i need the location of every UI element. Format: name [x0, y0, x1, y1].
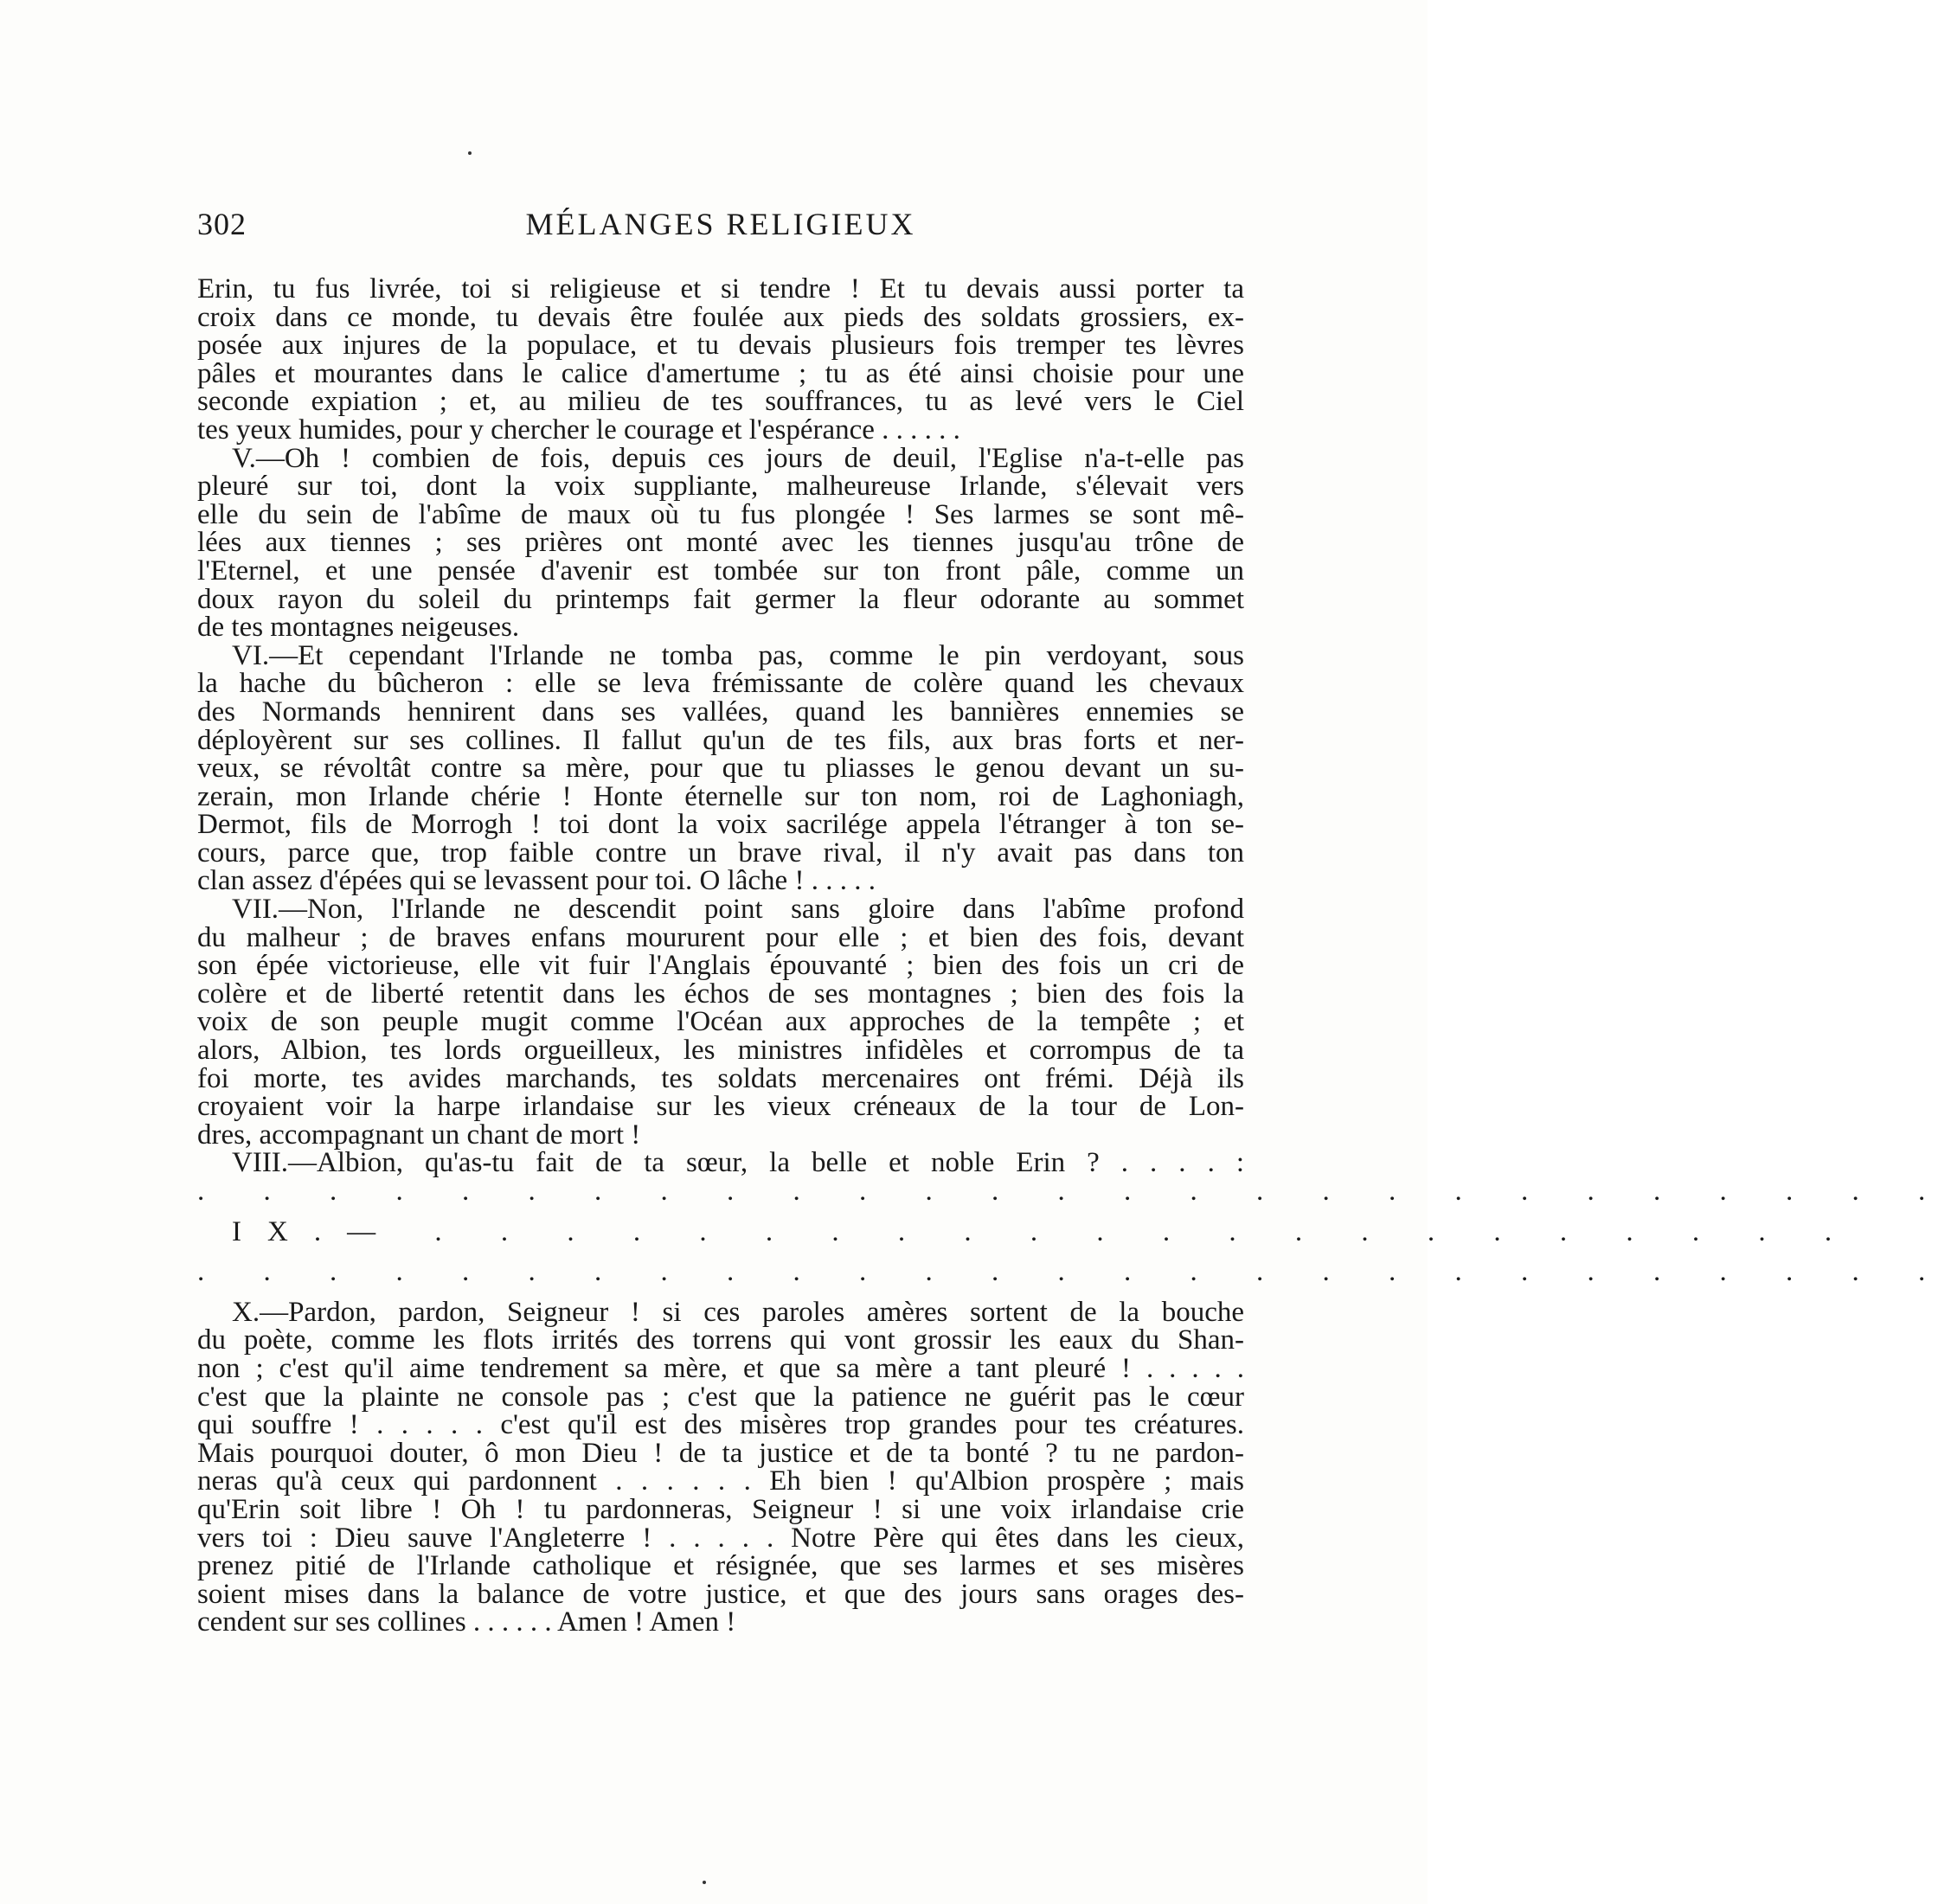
- text-line: la hache du bûcheron : elle se leva frémissante de colère quand les chevaux: [197, 668, 1244, 700]
- text-line: croix dans ce monde, tu devais être foulée aux pieds des soldats grossiers, ex-: [197, 301, 1244, 333]
- text-line: du poète, comme les flots irrités des torrens qui vont grossir les eaux du Shan-: [197, 1324, 1244, 1356]
- text-line: doux rayon du soleil du printemps fait germer la fleur odorante au sommet: [197, 583, 1244, 615]
- text-line: déployèrent sur ses collines. Il fallut qu'un de tes fils, aux bras forts et ner-: [197, 724, 1244, 756]
- text-line: Erin, tu fus livrée, toi si religieuse et si tendre ! Et tu devais aussi porter ta: [197, 273, 1244, 305]
- text-line: cendent sur ses collines . . . . . . Amen ! Amen !: [197, 1606, 736, 1638]
- text-line: . . . . . . . . . . . . . . . . . . . . . . . . . . .: [197, 1256, 1951, 1288]
- text-line: qu'Erin soit libre ! Oh ! tu pardonneras, Seigneur ! si une voix irlandaise crie: [197, 1493, 1244, 1525]
- page-header: [197, 206, 1244, 249]
- text-line: Mais pourquoi douter, ô mon Dieu ! de ta justice et de ta bonté ? tu ne pardon-: [197, 1437, 1244, 1469]
- text-line: lées aux tiennes ; ses prières ont monté avec les tiennes jusqu'au trône de: [197, 527, 1244, 559]
- ink-speck: [703, 1881, 706, 1884]
- text-line: son épée victorieuse, elle vit fuir l'Anglais épouvanté ; bien des fois un cri de: [197, 950, 1244, 982]
- text-line: qui souffre ! . . . . . c'est qu'il est des misères trop grandes pour tes créatures.: [197, 1409, 1244, 1441]
- text-line: V.—Oh ! combien de fois, depuis ces jours de deuil, l'Eglise n'a-t-elle pas: [232, 442, 1244, 474]
- text-line: l'Eternel, et une pensée d'avenir est tombée sur ton front pâle, comme un: [197, 555, 1244, 587]
- text-line: seconde expiation ; et, au milieu de tes souffrances, tu as levé vers le Ciel: [197, 386, 1244, 418]
- text-line: posée aux injures de la populace, et tu devais plusieurs fois tremper tes lèvres: [197, 330, 1244, 362]
- text-line: zerain, mon Irlande chérie ! Honte éternelle sur ton nom, roi de Laghoniagh,: [197, 780, 1244, 812]
- text-line: neras qu'à ceux qui pardonnent . . . . . . Eh bien ! qu'Albion prospère ; mais: [197, 1465, 1244, 1497]
- text-line: X.—Pardon, pardon, Seigneur ! si ces paroles amères sortent de la bouche: [232, 1296, 1244, 1328]
- text-line: du malheur ; de braves enfans moururent pour elle ; et bien des fois, devant: [197, 921, 1244, 953]
- text-line: pâles et mourantes dans le calice d'amertume ; tu as été ainsi choisie pour une: [197, 357, 1244, 389]
- text-line: . . . . . . . . . . . . . . . . . . . . . . . . . . .: [197, 1176, 1951, 1207]
- text-line: c'est que la plainte ne console pas ; c'est que la patience ne guérit pas le cœur: [197, 1381, 1244, 1413]
- text-line: veux, se révoltât contre sa mère, pour que tu pliasses le genou devant un su-: [197, 753, 1244, 785]
- text-line: dres, accompagnant un chant de mort !: [197, 1119, 641, 1151]
- text-line: soient mises dans la balance de votre justice, et que des jours sans orages des-: [197, 1578, 1244, 1610]
- text-line: VIII.—Albion, qu'as-tu fait de ta sœur, la belle et noble Erin ? . . . . :: [232, 1147, 1244, 1179]
- text-line: IX.— . . . . . . . . . . . . . . . . . . . . . .: [232, 1215, 1858, 1247]
- text-line: VII.—Non, l'Irlande ne descendit point sans gloire dans l'abîme profond: [232, 894, 1244, 926]
- page-number: 302: [197, 207, 247, 241]
- text-line: non ; c'est qu'il aime tendrement sa mère, et que sa mère a tant pleuré ! . . . . .: [197, 1352, 1244, 1384]
- text-line: VI.—Et cependant l'Irlande ne tomba pas, comme le pin verdoyant, sous: [232, 639, 1244, 671]
- text-line: Dermot, fils de Morrogh ! toi dont la voix sacrilége appela l'étranger à ton se-: [197, 809, 1244, 841]
- text-line: voix de son peuple mugit comme l'Océan aux approches de la tempête ; et: [197, 1006, 1244, 1038]
- running-title: MÉLANGES RELIGIEUX: [525, 207, 916, 241]
- text-line: vers toi : Dieu sauve l'Angleterre ! . . . . . Notre Père qui êtes dans les cieux,: [197, 1522, 1244, 1554]
- ink-speck: [468, 151, 472, 155]
- text-line: de tes montagnes neigeuses.: [197, 612, 520, 644]
- text-line: alors, Albion, tes lords orgueilleux, les ministres infidèles et corrompus de ta: [197, 1035, 1244, 1067]
- text-line: foi morte, tes avides marchands, tes soldats mercenaires ont frémi. Déjà ils: [197, 1062, 1244, 1094]
- text-line: cours, parce que, trop faible contre un brave rival, il n'y avait pas dans ton: [197, 837, 1244, 869]
- text-line: elle du sein de l'abîme de maux où tu fus plongée ! Ses larmes se sont mê-: [197, 498, 1244, 530]
- text-line: des Normands hennirent dans ses vallées, quand les bannières ennemies se: [197, 696, 1244, 728]
- text-line: croyaient voir la harpe irlandaise sur les vieux créneaux de la tour de Lon-: [197, 1091, 1244, 1123]
- body-text: [197, 273, 1951, 1638]
- text-line: prenez pitié de l'Irlande catholique et résignée, que ses larmes et ses misères: [197, 1550, 1244, 1582]
- text-line: clan assez d'épées qui se levassent pour toi. O lâche ! . . . . .: [197, 865, 876, 897]
- text-line: tes yeux humides, pour y chercher le courage et l'espérance . . . . . .: [197, 413, 960, 446]
- text-line: colère et de liberté retentit dans les échos de ses montagnes ; bien des fois la: [197, 978, 1244, 1010]
- text-line: pleuré sur toi, dont la voix suppliante, malheureuse Irlande, s'élevait vers: [197, 471, 1244, 503]
